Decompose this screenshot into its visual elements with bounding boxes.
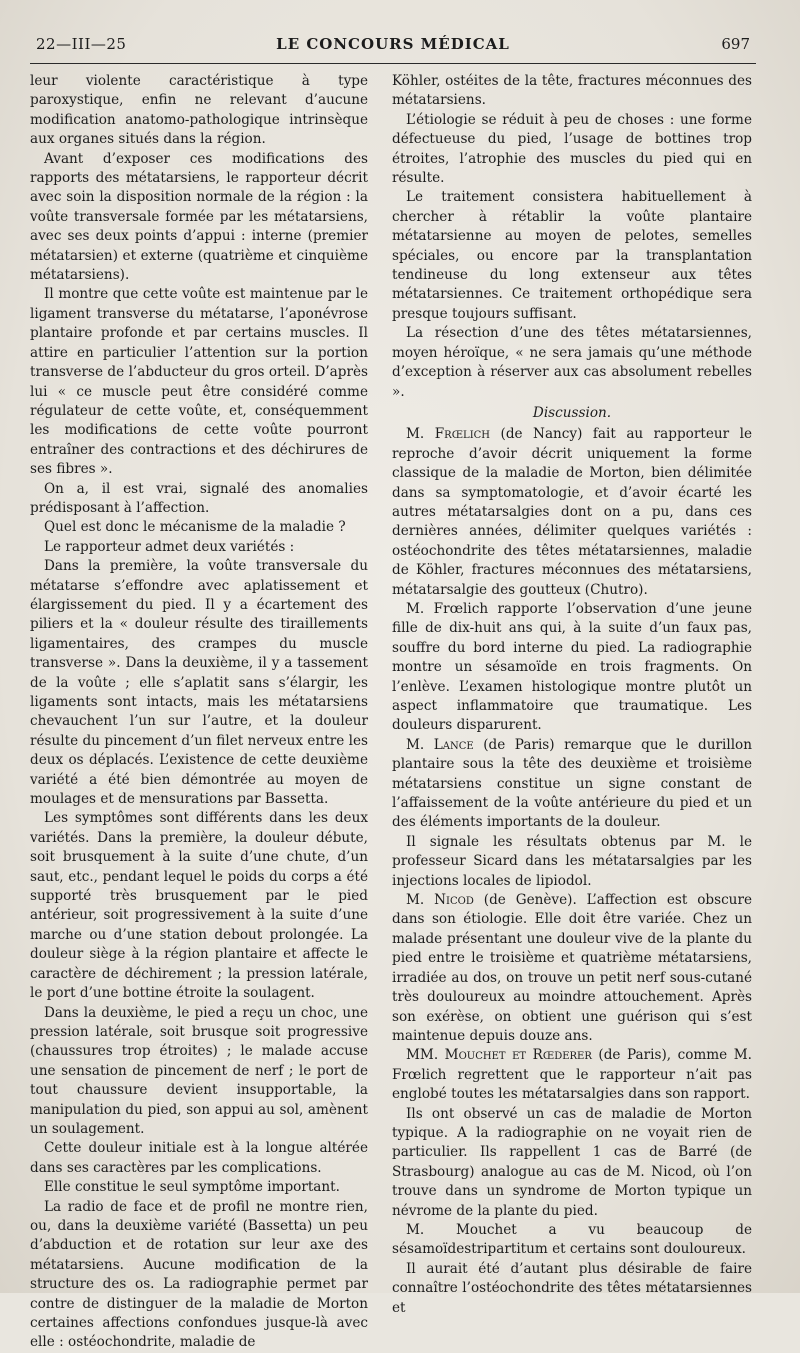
header-rule (30, 63, 756, 64)
paragraph-text: Discussion. (532, 404, 612, 421)
paragraph-text: La radio de face et de profil ne montre rien, ou, dans la deuxième variété (Bassetta) un peu d’abduction et de rotation sur leur axe des métatarsiens. Aucune modification de la structure des os. La radiographie permet par contre de distinguer de la maladie de Morton certaines affections confondues jusque-là avec elle : ostéochondrite, maladie de (30, 1198, 368, 1351)
paragraph-text: (de Paris) remarque que le durillon plantaire sous la tête des deuxième et troisième métatarsiens constitue un signe constant de l’affaissement de la voûte antérieure du pied et un des éléments importants de la douleur. (392, 736, 752, 831)
paragraph-text: (de Paris), comme M. Frœlich regrettent que le rapporteur n’ait pas englobé toutes les métatarsalgies dans son rapport. (392, 1047, 752, 1103)
paragraph-text: Il aurait été d’autant plus désirable de faire connaître l’ostéochondrite des têtes métatarsiennes et (392, 1260, 752, 1316)
paragraph (30, 518, 368, 537)
paragraph (392, 72, 752, 111)
paragraph-text: (de Genève). L’affection est obscure dans son étiologie. Elle doit être variée. Chez un malade présentant une douleur vive de la plante du pied entre le troisième et quatrième métatarsiens, irradiée au dos, on trouve un petit nerf sous-cutané très douloureux au moindre attouchement. Après son exérèse, on obtient une guérison qui s’est maintenue depuis douze ans. (392, 892, 752, 1044)
paragraph (392, 736, 752, 833)
paragraph (392, 1105, 752, 1221)
paragraph (392, 1046, 752, 1104)
journal-title: LE CONCOURS MÉDICAL (276, 35, 510, 53)
paragraph-text: Elle constitue le seul symptôme important. (44, 1179, 340, 1196)
right-column (392, 72, 752, 1318)
paragraph (30, 1004, 368, 1140)
paragraph (30, 538, 368, 557)
paragraph-text: La résection d’une des têtes métatarsiennes, moyen héroïque, « ne sera jamais qu’une méthode d’exception à réserver aux cas absolument rebelles ». (392, 325, 752, 400)
paragraph (392, 833, 752, 891)
paragraph (30, 480, 368, 519)
paragraph (392, 111, 752, 189)
paragraph-text: M. Frœlich rapporte l’observation d’une jeune fille de dix-huit ans qui, à la suite d’un faux pas, souffre du bord interne du pied. La radiographie montre un sésamoïde en trois fragments. On l’enlève. L’examen histologique montre plutôt un aspect inflammatoire que traumatique. Les douleurs disparurent. (392, 600, 752, 734)
header-date: 22—III—25 (36, 35, 127, 53)
paragraph (30, 809, 368, 1003)
paragraph (30, 1178, 368, 1197)
paragraph-text: Les symptômes sont différents dans les deux variétés. Dans la première, la douleur débute, soit brusquement à la suite d’une chute, d’un saut, etc., pendant lequel le poids du corps a été supporté très brusquement par le pied antérieur, soit progressivement à la suite d’une marche ou d’une station debout prolongée. La douleur siège à la région plantaire et affecte le caractère de déchirement ; la pression latérale, le port d’une bottine étroite la soulagent. (30, 810, 368, 1002)
paragraph-text: Dans la première, la voûte transversale du métatarse s’effondre avec aplatissement et élargissement du pied. Il y a écartement des piliers et la « douleur résulte des tiraillements ligamentaires, des crampes du muscle transverse ». Dans la deuxième, il y a tassement de la voûte ; elle s’aplatit sans s’élargir, les ligaments sont intacts, mais les métatarsiens chevauchent l’un sur l’autre, et la douleur résulte du pincement d’un filet nerveux entre les deux os déplacés. L’existence de cette deuxième variété a été bien démontrée au moyen de moulages et de mensurations par Bassetta. (30, 558, 368, 808)
paragraph-text: On a, il est vrai, signalé des anomalies prédisposant à l’affection. (30, 480, 368, 516)
paragraph-text: Quel est donc le mécanisme de la maladie ? (44, 519, 346, 536)
speaker-name: M. Frœlich (406, 426, 491, 443)
paragraph (392, 891, 752, 1046)
paragraph (30, 1139, 368, 1178)
paragraph-text: Avant d’exposer ces modifications des rapports des métatarsiens, le rapporteur décrit avec soin la disposition normale de la région : la voûte transversale formée par les métatarsiens, avec ses deux points d’appui : interne (premier métatarsien) et externe (quatrième et cinquième métatarsiens). (30, 150, 368, 284)
paragraph-text: Il signale les résultats obtenus par M. le professeur Sicard dans les métatarsalgies par les injections locales de lipiodol. (392, 833, 752, 889)
paragraph (30, 285, 368, 479)
paragraph-text: Le rapporteur admet deux variétés : (44, 538, 295, 555)
paragraph-text: Dans la deuxième, le pied a reçu un choc, une pression latérale, soit brusque soit progressive (chaussures trop étroites) ; le malade accuse une sensation de pincement de nerf ; le port de tout chaussure devient insupportable, la manipulation du pied, son appui au sol, amènent un soulagement. (30, 1004, 368, 1137)
paragraph-text: Köhler, ostéites de la tête, fractures méconnues des métatarsiens. (392, 73, 752, 109)
paragraph (392, 425, 752, 600)
page-number: 697 (721, 35, 750, 53)
paragraph (392, 324, 752, 402)
paragraph-text: Le traitement consistera habituellement à chercher à rétablir la voûte plantaire métatarsienne au moyen de pelotes, semelles spéciales, ou encore par la transplantation tendineuse du long extenseur aux têtes métatarsiennes. Ce traitement orthopédique sera presque toujours suffisant. (392, 189, 752, 322)
section-heading (392, 404, 752, 423)
paragraph-text: L’étiologie se réduit à peu de choses : une forme défectueuse du pied, l’usage de bottines trop étroites, l’atrophie des muscles du pied qui en résulte. (392, 111, 752, 187)
speaker-name: MM. Mouchet et Rœderer (406, 1047, 592, 1064)
left-column (30, 72, 368, 1353)
paragraph (392, 600, 752, 736)
speaker-name: M. Lance (406, 736, 474, 753)
paragraph-text: leur violente caractéristique à type paroxystique, enfin ne relevant d’aucune modification anatomo-pathologique intrinsèque aux organes situés dans la région. (30, 73, 368, 148)
paragraph-text: Cette douleur initiale est à la longue altérée dans ses caractères par les complications. (30, 1140, 368, 1176)
speaker-name: M. Nicod (406, 892, 474, 909)
paragraph-text: Il montre que cette voûte est maintenue par le ligament transverse du métatarse, l’aponévrose plantaire profonde et par certains muscles. Il attire en particulier l’attention sur la portion transverse de l’abducteur du gros orteil. D’après lui « ce muscle peut être considéré comme régulateur de cette voûte, et, conséquemment les modifications de cette voûte pourront entraîner des contractions et des déchirures de ses fibres ». (30, 286, 368, 478)
paragraph (30, 150, 368, 286)
paragraph (30, 72, 368, 150)
paragraph (392, 1260, 752, 1318)
paragraph (30, 1198, 368, 1353)
paragraph (30, 557, 368, 809)
running-header (36, 35, 750, 59)
paragraph-text: (de Nancy) fait au rapporteur le reproche d’avoir décrit uniquement la forme classique de la maladie de Morton, bien délimitée dans sa symptomatologie, et d’avoir écarté les autres métatarsalgies dont on a pu, dans ces dernières années, délimiter quelques variétés : ostéochondrite des têtes métatarsiennes, maladie de Köhler, fractures méconnues des métatarsiens, métatarsalgie des goutteux (Chutro). (392, 426, 752, 598)
paragraph-text: Ils ont observé un cas de maladie de Morton typique. A la radiographie on ne voyait rien de particulier. Ils rappellent 1 cas de Barré (de Strasbourg) analogue au cas de M. Nicod, où l’on trouve dans un syndrome de Morton typique un névrome de la plante du pied. (392, 1105, 752, 1219)
paragraph (392, 188, 752, 324)
paragraph (392, 1221, 752, 1260)
paragraph-text: M. Mouchet a vu beaucoup de sésamoïdestripartitum et certains sont douloureux. (392, 1221, 752, 1258)
